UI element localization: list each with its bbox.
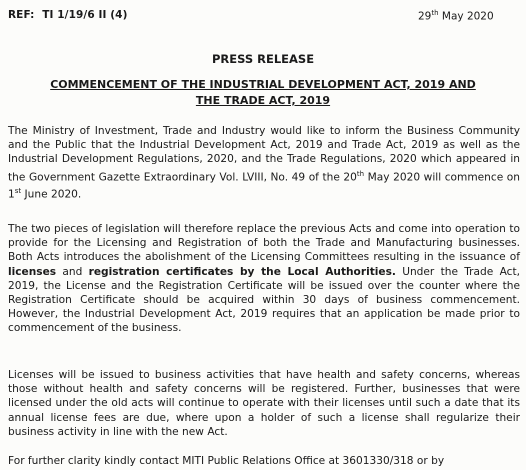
paragraph-commencement [8, 124, 520, 202]
reference-value: TI 1/19/6 II (4) [42, 9, 128, 21]
p2-bold-registration: registration certificates by the Local Authorities. [88, 265, 396, 278]
reference-label: REF: [8, 9, 35, 21]
date-suffix: th [431, 9, 439, 17]
date-day: 29 [418, 10, 432, 23]
paragraph-licenses: Licenses will be issued to business activities that have health and safety concerns, whereas those without health and safety concerns will be registered. Further, businesses that were licensed under the old acts will continue to operate with their licenses until such a date that its annual license fees are due, where upon a holder of such a license shall regularize their business activity in line with the new Act. [8, 369, 520, 438]
paragraph-legislation [8, 222, 520, 336]
document-date [418, 9, 494, 23]
p1-sup-a: th [356, 169, 365, 178]
document-subtitle [40, 77, 486, 109]
p2-text-a: The two pieces of legislation will therefore replace the previous Acts and come into operation to provide for the Licensing and Registration of both the Trade and Manufacturing businesses. Both Acts introduces the abolishment of the Licensing Committees resulting in the issuance of [8, 223, 520, 264]
subtitle-and: AND [445, 78, 476, 91]
date-month-year: May 2020 [438, 10, 494, 23]
paragraph-contact: For further clarity kindly contact MITI Public Relations Office at 3601330/318 or by [8, 455, 445, 467]
p2-text-b: and [56, 265, 89, 278]
p1-sup-b: st [14, 187, 22, 196]
subtitle-line2: THE TRADE ACT, 2019 [195, 94, 331, 107]
p2-text-c: Under the Trade Act, 2019, the License and the Registration Certificate will be issued over the counter where the Registration Certificate should be acquired within 30 days of business commencement. However, the Industrial Development Act, 2019 requires that an application be made prior to commencement of the business. [8, 265, 520, 335]
document-title: PRESS RELEASE [211, 52, 315, 66]
p1-text-a: The Ministry of Investment, Trade and Industry would like to inform the Business Community and the Public that the Industrial Development Act, 2019 and Trade Act, 2019 as well as the Industrial Development Regulations, 2020, and the Trade Regulations, 2020 which appeared in the Government Gazette Extraordinary Vol. LVIII, No. 49 of the 20 [8, 125, 520, 184]
subtitle-line1: COMMENCEMENT OF THE INDUSTRIAL DEVELOPMENT ACT, 2019 [50, 78, 446, 91]
p2-bold-licenses: licenses [8, 265, 57, 278]
reference-number [8, 9, 127, 21]
p1-text-b: May 2020 will commence on 1 [8, 171, 520, 201]
p1-text-c: June 2020. [21, 188, 82, 201]
